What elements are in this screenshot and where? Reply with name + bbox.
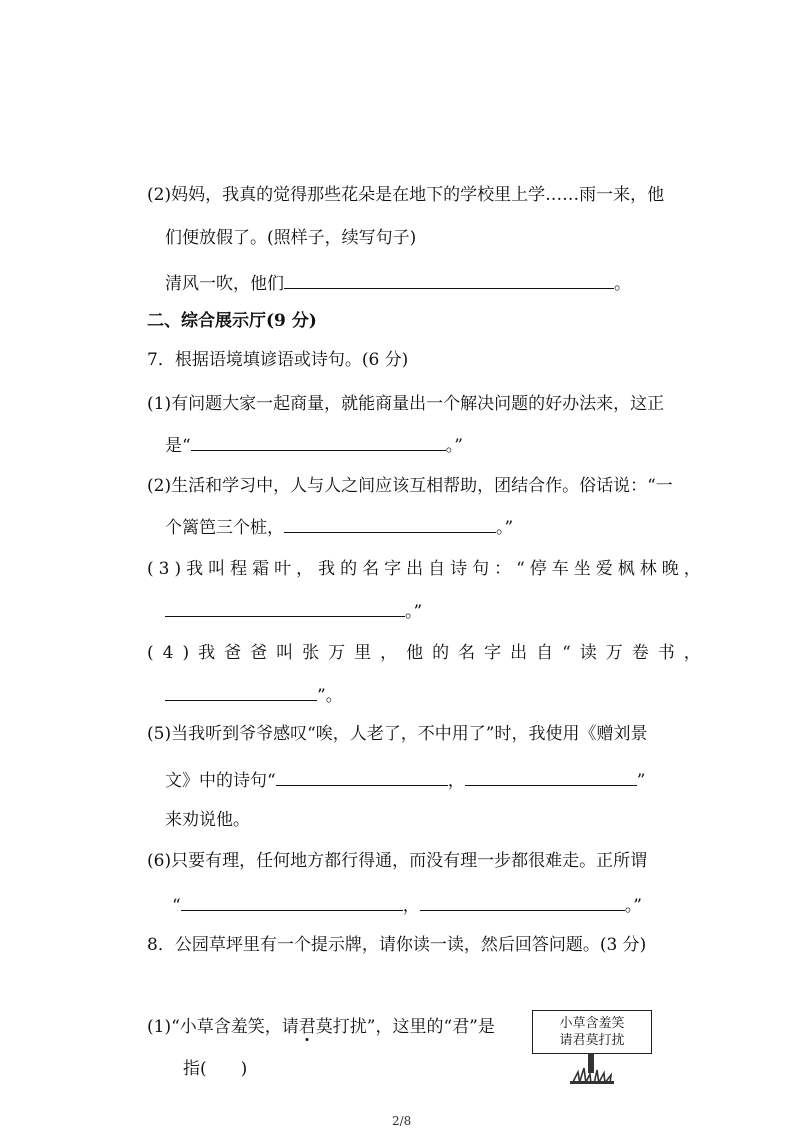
answer-blank[interactable] <box>181 892 403 911</box>
section-title: 二、综合展示厅(9 分) <box>147 311 317 331</box>
answer-blank[interactable] <box>420 892 625 911</box>
q7-2-line1: (2)生活和学习中，人与人之间应该互相帮助，团结合作。俗话说：“一 <box>147 476 673 496</box>
q7-2-line2 <box>165 514 513 539</box>
answer-blank[interactable] <box>191 432 446 451</box>
q7-1-line2 <box>165 432 463 457</box>
q8-title: 8．公园草坪里有一个提示牌，请你读一读，然后回答问题。(3 分) <box>147 935 647 955</box>
answer-blank[interactable] <box>465 767 637 786</box>
q8-1-line1 <box>147 1016 495 1038</box>
punct: ， <box>447 771 465 791</box>
q7-1-prefix: 是“ <box>165 436 191 456</box>
q7-6-line2 <box>172 892 642 917</box>
q7-5-line2 <box>165 767 645 792</box>
q7-5-prefix: 文》中的诗句“ <box>165 771 276 791</box>
q7-4-line1: (4)我爸爸叫张万里，他的名字出自“读万卷书， <box>147 643 710 663</box>
emphasis-char: 君 <box>298 1017 316 1037</box>
punct: ， <box>402 896 420 916</box>
punct: 。” <box>496 518 514 538</box>
page-number: 2/8 <box>392 1114 412 1128</box>
sign-text-2: 请君莫打扰 <box>559 1033 625 1048</box>
punct: ”。 <box>317 686 343 706</box>
punct: 。” <box>405 602 423 622</box>
q7-3-line2 <box>165 598 422 623</box>
q6-2-line1: (2)妈妈，我真的觉得那些花朵是在地下的学校里上学……雨一来，他 <box>147 185 665 205</box>
q7-3-line1: (3)我叫程霜叶，我的名字出自诗句：“停车坐爱枫林晚， <box>147 559 706 579</box>
answer-blank[interactable] <box>284 270 614 289</box>
q6-2-line2: 们便放假了。(照样子，续写句子) <box>165 228 417 248</box>
q7-5-line1: (5)当我听到爷爷感叹“唉，人老了，不中用了”时，我使用《赠刘景 <box>147 724 648 744</box>
answer-blank[interactable] <box>165 682 317 701</box>
punct: 。” <box>624 896 642 916</box>
q7-6-line1: (6)只要有理，任何地方都行得通，而没有理一步都很难走。正所谓 <box>147 851 648 871</box>
answer-blank[interactable] <box>284 514 496 533</box>
q7-2-prefix: 个篱笆三个桩， <box>165 518 284 538</box>
punct: “ <box>172 896 181 916</box>
answer-blank[interactable] <box>165 598 405 617</box>
lawn-sign <box>532 1010 652 1054</box>
q7-5-line3: 来劝说他。 <box>165 810 250 830</box>
sign-text-1: 小草含羞笑 <box>559 1016 625 1031</box>
q6-2-prompt: 清风一吹，他们 <box>165 274 284 294</box>
q7-1-line1: (1)有问题大家一起商量，就能商量出一个解决问题的好办法来，这正 <box>147 394 665 414</box>
punct: ” <box>636 771 646 791</box>
q7-4-line2 <box>165 682 343 707</box>
punct: 。” <box>445 436 463 456</box>
q7-title: 7．根据语境填谚语或诗句。(6 分) <box>147 350 409 370</box>
q8-1-text-b: 莫打扰”，这里的“君”是 <box>315 1017 495 1037</box>
answer-blank[interactable] <box>276 767 448 786</box>
q6-2-answer-line <box>165 270 631 295</box>
punct: 。 <box>614 274 631 294</box>
grass-icon <box>570 1066 614 1084</box>
q8-1-text-a: (1)“小草含羞笑，请 <box>147 1017 299 1037</box>
q8-1-line2[interactable]: 指( ) <box>183 1059 248 1079</box>
